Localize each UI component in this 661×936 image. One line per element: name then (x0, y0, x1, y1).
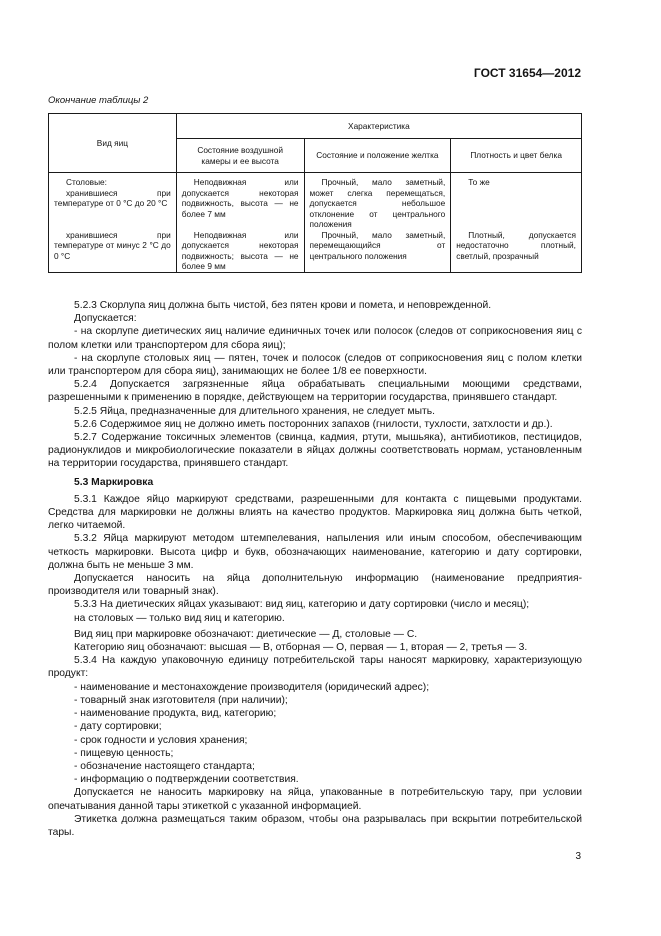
row2-yolk: Прочный, мало заметный, перемещающийся от центрального положения (304, 230, 451, 273)
list-item: - товарный знак изготовителя (при наличии); (74, 694, 288, 706)
document-code: ГОСТ 31654—2012 (473, 66, 581, 80)
list-item: - обозначение настоящего стандарта; (74, 760, 255, 772)
row2-white: Плотный, допускается недостаточно плотный, светлый, прозрачный (451, 230, 582, 273)
row-group-title: Столовые: (66, 177, 107, 187)
paragraph-5-3-4: 5.3.4 На каждую упаковочную единицу потребительской тары наносят маркировку, характеризующую продукт: (48, 655, 582, 680)
paragraph-additional-info: Допускается наносить на яйца дополнительную информацию (наименование предприятия-производителя или товарный знак). (48, 573, 582, 598)
paragraph-5-3-2: 5.3.2 Яйца маркируют методом штемпелевания, напыления или иным способом, обеспечивающим четкость маркировки. Высота цифр и букв, обозначающих наименование, категорию и дату сортировки, должна быть не меньше 3 мм. (48, 533, 582, 571)
row2-air: Неподвижная или допускается некоторая подвижность; высота — не более 9 мм (176, 230, 304, 273)
header-white: Плотность и цвет белка (451, 139, 582, 173)
paragraph-5-2-5: 5.2.5 Яйца, предназначенные для длительного хранения, не следует мыть. (74, 405, 435, 417)
paragraph-unmarked-allowed: Допускается не наносить маркировку на яйца, упакованные в потребительскую тару, при условии опечатывания данной тары этикеткой с указанной информацией. (48, 787, 582, 812)
table-row (49, 230, 582, 273)
header-air-chamber: Состояние воздушной камеры и ее высота (176, 139, 304, 173)
paragraph-allowed: Допускается: (74, 313, 137, 325)
list-item: - информацию о подтверждении соответствия. (74, 774, 299, 786)
paragraph-category-designation: Категорию яиц обозначают: высшая — В, отборная — О, первая — 1, вторая — 2, третья — 3. (74, 642, 528, 654)
paragraph-5-2-6: 5.2.6 Содержимое яиц не должно иметь посторонних запахов (гнилости, тухлости, затхлости и др.). (74, 418, 553, 430)
page-number: 3 (575, 851, 581, 862)
list-item: - пищевую ценность; (74, 747, 174, 759)
row1-yolk: Прочный, мало заметный, может слегка перемещаться, допускается небольшое отклонение от центрального положения (304, 173, 451, 230)
row1-air: Неподвижная или допускается некоторая подвижность, высота — не более 7 мм (176, 173, 304, 230)
paragraph-5-2-7: 5.2.7 Содержание токсичных элементов (свинца, кадмия, ртути, мышьяка), антибиотиков, пестицидов, радионуклидов и микробиологические показатели в яйцах должны соответствовать нормам, установленным на территории государства, принявшего стандарт. (48, 432, 582, 470)
table-caption: Окончание таблицы 2 (48, 95, 149, 106)
row1-white: То же (451, 173, 582, 230)
paragraph-dash: - на скорлупе столовых яиц — пятен, точек и полосок (следов от соприкосновения яиц с полом клетки или транспортером для сбора яиц), занимающих не более 1/8 ее поверхности. (48, 352, 582, 378)
egg-characteristics-table (48, 113, 582, 273)
header-characteristic: Характеристика (176, 114, 581, 139)
paragraph-table-eggs: на столовых — только вид яиц и категорию. (74, 612, 285, 624)
paragraph-5-3-1: 5.3.1 Каждое яйцо маркируют средствами, разрешенными для контакта с пищевыми продуктами. Средства для маркировки не должны влиять на качество продуктов. Маркировка яиц должна быть четкой, легко читаемой. (48, 493, 582, 532)
header-yolk: Состояние и положение желтка (304, 139, 451, 173)
paragraph-5-2-3: 5.2.3 Скорлупа яиц должна быть чистой, без пятен крови и помета, и неповрежденной. (74, 300, 492, 311)
paragraph-5-3-3: 5.3.3 На диетических яйцах указывают: вид яиц, категорию и дату сортировки (число и месяц); (74, 599, 530, 611)
paragraph-label-placement: Этикетка должна размещаться таким образом, чтобы она разрывалась при вскрытии потребительской тары. (48, 813, 582, 838)
paragraph-kind-designation: Вид яиц при маркировке обозначают: диетические — Д, столовые — С. (74, 628, 418, 640)
row2-kind: хранившиеся при температуре от минус 2 °С до 0 °С (49, 230, 177, 273)
table-row (49, 173, 582, 230)
list-item: - наименование и местонахождение производителя (юридический адрес); (74, 681, 430, 693)
list-item: - срок годности и условия хранения; (74, 734, 248, 746)
row1-kind: хранившиеся при температуре от 0 °С до 20 °С (54, 187, 171, 208)
document-body (48, 299, 582, 839)
paragraph-5-2-4: 5.2.4 Допускается загрязненные яйца обрабатывать специальными моющими средствами, разрешенными к применению в порядке, действующем на территории государства, принявшего стандарт. (48, 379, 582, 404)
header-egg-kind: Вид яиц (49, 114, 177, 173)
list-item: - наименование продукта, вид, категорию; (74, 708, 277, 720)
paragraph-dash: - на скорлупе диетических яиц наличие единичных точек или полосок (следов от соприкосновения яиц с полом клетки или транспортером для сбора яиц); (48, 326, 582, 351)
section-heading-5-3: 5.3 Маркировка (74, 476, 154, 488)
list-item: - дату сортировки; (74, 721, 162, 733)
